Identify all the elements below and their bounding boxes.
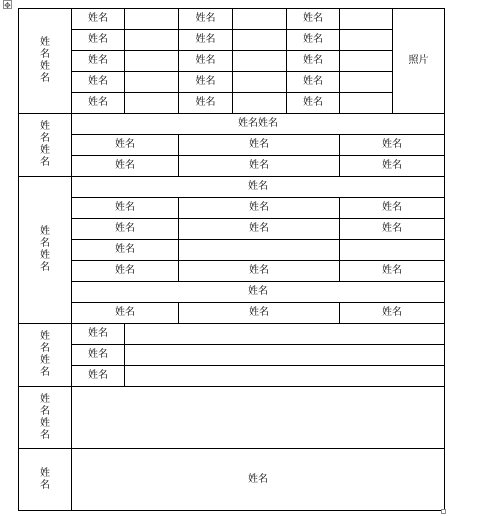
field-cell: 姓名 bbox=[72, 261, 179, 282]
field-value[interactable] bbox=[340, 9, 393, 30]
section-6-label: 姓名 bbox=[19, 449, 72, 511]
field-label: 姓名 bbox=[72, 51, 125, 72]
section-4-label: 姓名姓名 bbox=[19, 324, 72, 387]
field-value[interactable] bbox=[125, 51, 179, 72]
field-cell: 姓名 bbox=[340, 198, 445, 219]
field-cell: 姓名 bbox=[179, 219, 340, 240]
field-label: 姓名 bbox=[287, 51, 340, 72]
field-cell: 姓名 bbox=[340, 261, 445, 282]
field-label: 姓名 bbox=[287, 30, 340, 51]
field-label: 姓名 bbox=[287, 72, 340, 93]
section-2-label: 姓名姓名 bbox=[19, 114, 72, 177]
field-value[interactable] bbox=[233, 51, 287, 72]
field-value[interactable] bbox=[340, 93, 393, 114]
section-3-subheader: 姓名 bbox=[72, 282, 445, 303]
field-value[interactable] bbox=[340, 72, 393, 93]
field-label: 姓名 bbox=[72, 72, 125, 93]
field-label: 姓名 bbox=[287, 93, 340, 114]
photo-cell[interactable]: 照片 bbox=[393, 9, 445, 114]
section-5-content[interactable] bbox=[72, 387, 445, 449]
field-cell: 姓名 bbox=[340, 156, 445, 177]
field-label: 姓名 bbox=[72, 9, 125, 30]
field-cell: 姓名 bbox=[72, 240, 179, 261]
field-value[interactable] bbox=[233, 93, 287, 114]
field-label: 姓名 bbox=[72, 345, 125, 366]
field-cell: 姓名 bbox=[179, 156, 340, 177]
field-value[interactable] bbox=[233, 72, 287, 93]
table-resize-handle-icon[interactable] bbox=[441, 509, 446, 514]
field-value[interactable] bbox=[233, 9, 287, 30]
field-cell: 姓名 bbox=[72, 156, 179, 177]
field-value[interactable] bbox=[125, 324, 445, 345]
field-cell: 姓名 bbox=[340, 303, 445, 324]
field-cell: 姓名 bbox=[72, 198, 179, 219]
section-5-label: 姓名姓名 bbox=[19, 387, 72, 449]
field-label: 姓名 bbox=[287, 9, 340, 30]
section-1-label: 姓名姓名 bbox=[19, 9, 72, 114]
field-label: 姓名 bbox=[179, 30, 233, 51]
field-value[interactable] bbox=[125, 366, 445, 387]
field-cell: 姓名 bbox=[179, 303, 340, 324]
field-value[interactable] bbox=[179, 240, 340, 261]
field-value[interactable] bbox=[125, 93, 179, 114]
section-3-header: 姓名 bbox=[72, 177, 445, 198]
field-value[interactable] bbox=[125, 345, 445, 366]
field-value[interactable] bbox=[233, 30, 287, 51]
field-value[interactable] bbox=[340, 30, 393, 51]
table-move-handle-icon[interactable]: ✥ bbox=[4, 1, 11, 10]
field-label: 姓名 bbox=[179, 93, 233, 114]
field-value[interactable] bbox=[125, 9, 179, 30]
section-2-header: 姓名姓名 bbox=[72, 114, 445, 135]
field-cell: 姓名 bbox=[179, 135, 340, 156]
field-cell: 姓名 bbox=[72, 303, 179, 324]
field-cell: 姓名 bbox=[72, 219, 179, 240]
field-label: 姓名 bbox=[179, 72, 233, 93]
field-value[interactable] bbox=[125, 72, 179, 93]
field-label: 姓名 bbox=[179, 9, 233, 30]
field-label: 姓名 bbox=[179, 51, 233, 72]
field-cell: 姓名 bbox=[179, 198, 340, 219]
section-6-content[interactable]: 姓名 bbox=[72, 449, 445, 511]
field-value[interactable] bbox=[340, 51, 393, 72]
field-value[interactable] bbox=[125, 30, 179, 51]
field-label: 姓名 bbox=[72, 30, 125, 51]
field-cell: 姓名 bbox=[340, 219, 445, 240]
field-cell: 姓名 bbox=[340, 135, 445, 156]
field-cell: 姓名 bbox=[179, 261, 340, 282]
resume-form-table bbox=[18, 8, 445, 511]
section-3-label: 姓名姓名 bbox=[19, 177, 72, 324]
field-cell: 姓名 bbox=[72, 135, 179, 156]
field-label: 姓名 bbox=[72, 324, 125, 345]
field-label: 姓名 bbox=[72, 93, 125, 114]
field-value[interactable] bbox=[340, 240, 445, 261]
field-label: 姓名 bbox=[72, 366, 125, 387]
